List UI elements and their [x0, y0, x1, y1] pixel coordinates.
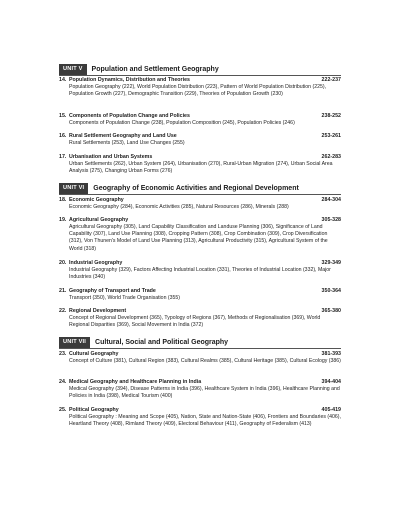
chapter-entry: [59, 407, 341, 428]
chapter-title: Economic Geography: [69, 197, 124, 203]
chapter-number: 20.: [59, 260, 67, 266]
chapter-title: Medical Geography and Healthcare Planning in India: [69, 379, 202, 385]
chapter-topics: Transport (350), World Trade Organisation (355): [69, 295, 181, 301]
chapter-entry: [59, 217, 341, 253]
chapter-topics: Population Geography (222), World Population Distribution (223), Pattern of World Population Distribution (225), Population Growth (227), Demographic Transition (229), Theories of Population Growth (230): [69, 84, 327, 98]
chapter-pages: 350-364: [321, 288, 341, 294]
chapter-entry: [59, 133, 341, 147]
chapter-title: Components of Population Change and Policies: [69, 113, 190, 119]
chapter-topics: Industrial Geography (329), Factors Affecting Industrial Location (331), Theories of Industrial Location (332), Major Industries (340): [69, 267, 331, 281]
chapter-title: Agricultural Geography: [69, 217, 129, 223]
chapter-pages: 222-237: [321, 77, 341, 83]
unit-tag: UNIT V: [59, 64, 87, 75]
chapter-title: Political Geography: [69, 407, 119, 413]
chapter-title: Geography of Transport and Trade: [69, 288, 156, 294]
chapter-entry: [59, 197, 341, 211]
chapter-entry: [59, 77, 341, 98]
unit-title: Population and Settlement Geography: [91, 66, 219, 73]
chapter-entry: [59, 308, 341, 329]
chapter-number: 23.: [59, 351, 67, 357]
chapter-topics: Urban Settlements (262), Urban System (264), Urbanisation (270), Rural-Urban Migration (274), Urban Social Area Analysis (275), Changing Urban Forms (276): [69, 161, 333, 175]
chapter-title: Industrial Geography: [69, 260, 123, 266]
chapter-topics: Agricultural Geography (305), Land Capability Classification and Landuse Planning (306), Significance of Land Capability (307), Land Use Planning (308), Cropping Pattern (308), Crop Combination (309), Crop Diversification (312), Von Thunen's Model of Land Use Planning (313), Agricultural Productivity (315), Agricultural System of the World (318): [69, 224, 328, 252]
chapter-entry: [59, 260, 341, 281]
unit-title: Geography of Economic Activities and Regional Development: [93, 185, 299, 192]
chapter-pages: 238-252: [321, 113, 341, 119]
chapter-number: 21.: [59, 288, 67, 294]
chapter-topics: Concept of Regional Development (365), Typology of Regions (367), Methods of Regionalisation (369), World Regional Disparities (369), Social Movement in India (372): [69, 315, 321, 329]
chapter-number: 24.: [59, 379, 67, 385]
chapter-topics: Concept of Culture (381), Cultural Region (383), Cultural Realms (385), Cultural Heritage (385), Cultural Ecology (386): [69, 358, 341, 364]
unit-tag: UNIT VII: [59, 337, 90, 348]
chapter-number: 17.: [59, 154, 67, 160]
chapter-entry: [59, 154, 341, 175]
unit-title: Cultural, Social and Political Geography: [95, 339, 229, 346]
chapter-number: 18.: [59, 197, 67, 203]
chapter-entry: [59, 288, 341, 302]
chapter-pages: 365-380: [321, 308, 341, 314]
chapter-pages: 284-304: [321, 197, 341, 203]
chapter-number: 16.: [59, 133, 67, 139]
chapter-topics: Components of Population Change (238), Population Composition (245), Population Policies (246): [69, 120, 295, 126]
chapter-topics: Rural Settlements (253), Land Use Changes (255): [69, 140, 185, 146]
chapter-title: Rural Settlement Geography and Land Use: [69, 133, 177, 139]
chapter-pages: 329-349: [321, 260, 341, 266]
chapter-title: Population Dynamics, Distribution and Theories: [69, 77, 190, 83]
chapter-title: Regional Development: [69, 308, 127, 314]
chapter-number: 14.: [59, 77, 67, 83]
unit-header: [59, 64, 341, 76]
chapter-pages: 394-404: [321, 379, 341, 385]
chapter-title: Cultural Geography: [69, 351, 119, 357]
chapter-entry: [59, 351, 341, 365]
chapter-pages: 253-261: [321, 133, 341, 139]
chapter-title: Urbanisation and Urban Systems: [69, 154, 153, 160]
chapter-pages: 381-393: [321, 351, 341, 357]
chapter-number: 19.: [59, 217, 67, 223]
unit-header: [59, 337, 341, 349]
chapter-pages: 262-283: [321, 154, 341, 160]
chapter-number: 25.: [59, 407, 67, 413]
chapter-number: 15.: [59, 113, 67, 119]
chapter-pages: 405-419: [321, 407, 341, 413]
chapter-topics: Medical Geography (394), Disease Patterns in India (396), Healthcare System in India (396), Healthcare Planning and Policies in India (398), Medical Tourism (400): [69, 386, 340, 400]
chapter-topics: Political Geography : Meaning and Scope (405), Nation, State and Nation-State (406), Frontiers and Boundaries (406), Heartland Theory (408), Rimland Theory (409), Electoral Behaviour (411), Geography of Federalism (413): [69, 414, 341, 428]
chapter-number: 22.: [59, 308, 67, 314]
chapter-entry: [59, 379, 341, 400]
chapter-topics: Economic Geography (284), Economic Activities (285), Natural Resources (286), Minerals (288): [69, 204, 289, 210]
chapter-entry: [59, 113, 341, 127]
unit-header: [59, 183, 341, 195]
chapter-pages: 305-328: [321, 217, 341, 223]
unit-tag: UNIT VI: [59, 183, 88, 194]
